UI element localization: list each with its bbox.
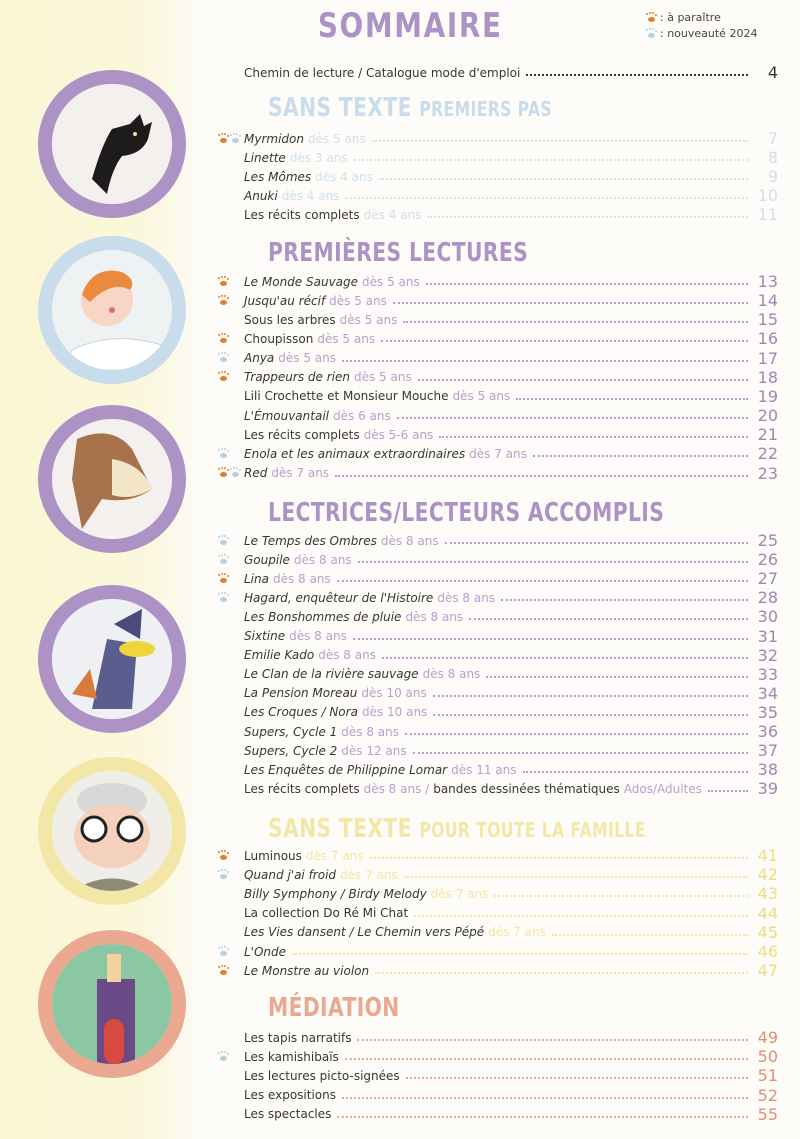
entry-age: dès 5 ans bbox=[452, 389, 511, 404]
paw-orange-icon bbox=[218, 277, 229, 287]
page-number: 26 bbox=[757, 550, 778, 570]
entry-name: Lina bbox=[244, 571, 269, 586]
entry-age: dès 5 ans bbox=[353, 370, 412, 385]
dot-leader bbox=[526, 73, 748, 76]
entry-age: dès 8 ans bbox=[318, 648, 376, 663]
page-number: 35 bbox=[757, 702, 778, 722]
dot-leader bbox=[375, 971, 748, 974]
section-title-text: SANS TEXTE bbox=[268, 93, 412, 123]
page-number: 47 bbox=[757, 961, 778, 981]
toc-row[interactable] bbox=[218, 1105, 778, 1124]
toc-row[interactable] bbox=[218, 349, 778, 368]
medallion-grandma bbox=[38, 757, 186, 905]
paw-blue-icon bbox=[218, 947, 229, 957]
entry-age: dès 4 ans bbox=[315, 169, 373, 184]
tower-illustration-icon bbox=[52, 944, 172, 1064]
entry-name: Les kamishibaïs bbox=[244, 1049, 339, 1064]
paw-orange-icon bbox=[218, 574, 229, 584]
paw-orange-icon bbox=[218, 372, 229, 382]
dot-leader bbox=[379, 177, 748, 180]
page-number: 33 bbox=[757, 664, 778, 684]
entry-name: Sixtine bbox=[244, 629, 286, 643]
row-icons bbox=[218, 449, 244, 459]
grandma-illustration-icon bbox=[52, 771, 172, 891]
entry-name: Billy Symphony / Birdy Melody bbox=[244, 886, 427, 901]
page-number: 9 bbox=[767, 167, 778, 187]
toc-row[interactable] bbox=[218, 1028, 778, 1047]
medallion-fox bbox=[38, 405, 186, 553]
row-icons bbox=[218, 296, 244, 306]
entry-name: Goupile bbox=[244, 552, 290, 567]
toc-row[interactable] bbox=[218, 961, 778, 980]
row-icons bbox=[218, 334, 244, 344]
section-subtitle: PREMIERS PAS bbox=[419, 97, 553, 121]
entry-name: Anya bbox=[244, 351, 275, 366]
dot-leader bbox=[397, 416, 748, 419]
entry-name: Les Enquêtes de Philippine Lomar bbox=[244, 762, 448, 777]
toc-row[interactable] bbox=[218, 186, 778, 205]
dot-leader bbox=[382, 656, 748, 659]
dot-leader bbox=[345, 1057, 748, 1060]
entry-name: Myrmidon bbox=[244, 131, 304, 146]
entry-name: Sous les arbres bbox=[244, 312, 336, 327]
section-title-text: SANS TEXTE bbox=[268, 814, 412, 844]
dot-leader bbox=[337, 1115, 748, 1118]
medallion-child bbox=[38, 236, 186, 384]
toc-row[interactable] bbox=[218, 923, 778, 942]
dot-leader bbox=[292, 952, 748, 955]
entry-name: Les spectacles bbox=[244, 1107, 332, 1122]
paw-blue-icon bbox=[218, 593, 229, 603]
section-title bbox=[268, 93, 552, 123]
toc-row[interactable] bbox=[218, 148, 778, 167]
entry-age: dès 8 ans bbox=[437, 590, 496, 605]
entry-name: Jusqu'au récif bbox=[244, 293, 326, 308]
toc-row[interactable] bbox=[218, 531, 778, 550]
toc-row[interactable] bbox=[218, 1047, 778, 1066]
page-number: 4 bbox=[767, 63, 778, 82]
page-number: 31 bbox=[757, 626, 778, 646]
entry-age: dès 8 ans bbox=[405, 609, 464, 624]
row-icons bbox=[218, 966, 244, 976]
dot-leader bbox=[445, 541, 748, 544]
paw-blue-icon bbox=[218, 555, 229, 565]
page-number: 41 bbox=[757, 846, 778, 865]
page-number: 55 bbox=[757, 1104, 778, 1124]
entry-name: Luminous bbox=[244, 848, 302, 863]
page-number: 50 bbox=[757, 1047, 778, 1067]
toc-row[interactable] bbox=[218, 588, 778, 607]
row-icons bbox=[218, 372, 244, 382]
dot-leader bbox=[403, 320, 748, 323]
section-title bbox=[268, 814, 646, 844]
entry-age: dès 8 ans bbox=[341, 724, 400, 739]
page-number: 16 bbox=[757, 329, 778, 349]
entry-name: L'Émouvantail bbox=[244, 408, 329, 423]
entry-age: dès 7 ans bbox=[469, 446, 527, 461]
dot-leader bbox=[414, 914, 748, 917]
entry-name: La collection Do Ré Mi Chat bbox=[244, 906, 409, 921]
medallion-cat bbox=[38, 70, 186, 218]
medallion-tower bbox=[38, 930, 186, 1078]
entry-name: L'Onde bbox=[244, 944, 287, 959]
dot-leader bbox=[523, 770, 749, 773]
entry-name: Le Monstre au violon bbox=[244, 963, 370, 978]
page-number: 45 bbox=[757, 922, 778, 942]
dot-leader bbox=[353, 637, 748, 640]
legend-new-label: : nouveauté 2024 bbox=[660, 27, 758, 40]
entry-age: dès 3 ans bbox=[289, 150, 348, 165]
page-number: 19 bbox=[757, 386, 778, 406]
entry-age: dès 5 ans bbox=[278, 351, 337, 366]
toc-row[interactable] bbox=[218, 291, 778, 310]
entry-age: dès 5 ans bbox=[329, 293, 387, 308]
legend-upcoming-label: : à paraître bbox=[660, 11, 721, 24]
legend bbox=[646, 10, 757, 42]
entry-age: dès 5-6 ans bbox=[363, 427, 434, 442]
entry-name: Les récits complets bbox=[244, 207, 360, 222]
row-icons bbox=[218, 468, 244, 478]
entry-name: Les expositions bbox=[244, 1088, 336, 1103]
page-number: 37 bbox=[757, 741, 778, 761]
section-title-text: PREMIÈRES LECTURES bbox=[268, 238, 529, 268]
dot-leader bbox=[708, 789, 748, 792]
entry-age: dès 7 ans bbox=[488, 925, 546, 940]
paw-orange-icon bbox=[646, 13, 657, 23]
paw-blue-icon bbox=[218, 449, 229, 459]
dot-leader bbox=[381, 339, 748, 342]
entry-extra: bandes dessinées thématiques bbox=[433, 781, 620, 796]
paw-blue-icon bbox=[646, 29, 657, 39]
entry-age: dès 7 ans bbox=[340, 867, 398, 882]
page-number: 28 bbox=[757, 588, 778, 608]
toc-row[interactable] bbox=[218, 904, 778, 923]
entry-name: Les Vies dansent / Le Chemin vers Pépé bbox=[244, 925, 485, 940]
dot-leader bbox=[354, 158, 748, 161]
page-number: 8 bbox=[767, 148, 778, 168]
entry-name: Les récits complets bbox=[244, 781, 360, 796]
paw-orange-icon bbox=[218, 851, 229, 861]
page-number: 22 bbox=[757, 444, 778, 464]
entry-age: dès 5 ans bbox=[339, 312, 398, 327]
paw-orange-icon bbox=[218, 468, 229, 478]
entry-name: Emilie Kado bbox=[244, 648, 315, 663]
dot-leader bbox=[494, 894, 748, 897]
toc-row[interactable] bbox=[218, 129, 778, 148]
toc-row[interactable] bbox=[218, 329, 778, 348]
row-icons bbox=[218, 353, 244, 363]
toc-row[interactable] bbox=[218, 425, 778, 444]
toc-row[interactable] bbox=[218, 646, 778, 665]
page-number: 38 bbox=[757, 760, 778, 780]
entry-name: Les Croques / Nora bbox=[244, 705, 358, 720]
entry-name: Choupisson bbox=[244, 331, 314, 346]
entry-age: dès 5 ans bbox=[307, 131, 366, 146]
paw-blue-icon bbox=[218, 353, 229, 363]
dot-leader bbox=[552, 933, 748, 936]
page-number: 14 bbox=[757, 291, 778, 311]
entry-name: Anuki bbox=[244, 188, 278, 203]
toc-row[interactable] bbox=[218, 167, 778, 186]
page-title: SOMMAIRE bbox=[317, 6, 503, 46]
page-number: 23 bbox=[757, 463, 778, 483]
page-number: 51 bbox=[757, 1066, 778, 1086]
entry-age: dès 5 ans bbox=[317, 331, 376, 346]
dot-leader bbox=[342, 1096, 748, 1099]
page-number: 43 bbox=[757, 884, 778, 904]
dot-leader bbox=[345, 196, 748, 199]
section-subtitle: POUR TOUTE LA FAMILLE bbox=[419, 818, 646, 842]
dot-leader bbox=[404, 875, 748, 878]
page-number: 20 bbox=[757, 406, 778, 425]
dot-leader bbox=[427, 215, 748, 218]
entry-audience: Ados/Adultes bbox=[623, 781, 702, 796]
entry-name: Les récits complets bbox=[244, 427, 360, 442]
entry-name: Les lectures picto-signées bbox=[244, 1068, 400, 1083]
section-title bbox=[268, 498, 664, 528]
toc-row[interactable] bbox=[218, 607, 778, 626]
dot-leader bbox=[413, 751, 748, 754]
dot-leader bbox=[358, 560, 748, 563]
section-title bbox=[268, 993, 400, 1023]
toc-row[interactable] bbox=[218, 846, 778, 865]
toc-row[interactable] bbox=[218, 464, 778, 483]
dot-leader bbox=[439, 435, 748, 438]
dot-leader bbox=[486, 675, 748, 678]
dot-leader bbox=[516, 397, 748, 400]
entry-name: Le Temps des Ombres bbox=[244, 533, 377, 548]
toc-row-intro[interactable] bbox=[218, 63, 778, 82]
row-icons bbox=[218, 851, 244, 861]
entry-name: Le Clan de la rivière sauvage bbox=[244, 667, 419, 682]
entry-name: Les Bonshommes de pluie bbox=[244, 609, 402, 624]
toc-row[interactable] bbox=[218, 884, 778, 903]
page-number: 15 bbox=[757, 310, 778, 330]
entry-name: Les Mômes bbox=[244, 169, 312, 184]
toc-row[interactable] bbox=[218, 1086, 778, 1105]
entry-age: dès 10 ans bbox=[361, 705, 428, 720]
row-icons bbox=[218, 947, 244, 957]
entry-name: Red bbox=[244, 466, 268, 480]
entry-name: Enola et les animaux extraordinaires bbox=[244, 446, 466, 461]
paw-orange-icon bbox=[218, 966, 229, 976]
entry-age: dès 5 ans bbox=[362, 274, 420, 289]
entry-name: Supers, Cycle 2 bbox=[244, 743, 338, 758]
toc-row[interactable] bbox=[218, 1066, 778, 1085]
page-number: 30 bbox=[757, 607, 778, 627]
row-icons bbox=[218, 870, 244, 880]
entry-age: dès 6 ans bbox=[333, 408, 391, 423]
paw-orange-icon bbox=[218, 334, 229, 344]
entry-name: Quand j'ai froid bbox=[244, 867, 337, 882]
toc-row[interactable] bbox=[218, 272, 778, 291]
row-icons bbox=[218, 1052, 244, 1062]
page-number: 49 bbox=[757, 1028, 778, 1047]
row-icons bbox=[218, 593, 244, 603]
page-number: 18 bbox=[757, 367, 778, 387]
entry-name: La Pension Moreau bbox=[244, 686, 358, 701]
row-icons bbox=[218, 277, 244, 287]
page-number: 34 bbox=[757, 683, 778, 703]
page-number: 21 bbox=[757, 425, 778, 445]
page-number: 11 bbox=[757, 205, 778, 225]
entry-age: dès 12 ans bbox=[341, 743, 407, 758]
paw-blue-icon bbox=[230, 134, 241, 144]
dot-leader bbox=[335, 474, 748, 477]
legend-row-new bbox=[646, 26, 757, 42]
entry-age: dès 8 ans / bbox=[363, 781, 430, 796]
entry-age: dès 8 ans bbox=[289, 629, 347, 643]
legend-row-upcoming bbox=[646, 10, 757, 26]
dot-leader bbox=[469, 617, 748, 620]
page-number: 46 bbox=[757, 942, 778, 961]
page-number: 52 bbox=[757, 1085, 778, 1105]
entry-age: dès 10 ans bbox=[361, 686, 427, 701]
dot-leader bbox=[342, 359, 748, 362]
page-number: 7 bbox=[767, 129, 778, 148]
entry-age: dès 7 ans bbox=[430, 886, 489, 901]
row-icons bbox=[218, 574, 244, 584]
toc-row[interactable] bbox=[218, 865, 778, 884]
entry-age: dès 8 ans bbox=[422, 667, 481, 682]
page-number: 44 bbox=[757, 903, 778, 923]
page-number: 25 bbox=[757, 531, 778, 550]
medallion-wizard bbox=[38, 585, 186, 733]
page-number: 27 bbox=[757, 569, 778, 589]
toc-row[interactable] bbox=[218, 550, 778, 569]
entry-name: Le Monde Sauvage bbox=[244, 274, 359, 289]
row-icons bbox=[218, 555, 244, 565]
toc-row[interactable] bbox=[218, 684, 778, 703]
page-number: 42 bbox=[757, 865, 778, 885]
toc-row[interactable] bbox=[218, 665, 778, 684]
toc-row[interactable] bbox=[218, 942, 778, 961]
toc-row[interactable] bbox=[218, 741, 778, 760]
dot-leader bbox=[406, 1076, 748, 1079]
dot-leader bbox=[501, 598, 748, 601]
dot-leader bbox=[433, 713, 748, 716]
paw-blue-icon bbox=[218, 536, 229, 546]
entry-name: Chemin de lecture / Catalogue mode d'emploi bbox=[244, 65, 521, 80]
entry-name: Trappeurs de rien bbox=[244, 370, 350, 385]
entry-age: dès 7 ans bbox=[305, 848, 364, 863]
wizard-illustration-icon bbox=[52, 599, 172, 719]
toc-row[interactable] bbox=[218, 627, 778, 646]
paw-blue-icon bbox=[230, 468, 241, 478]
toc-row[interactable] bbox=[218, 205, 778, 224]
page-number: 13 bbox=[757, 272, 778, 291]
toc-row[interactable] bbox=[218, 368, 778, 387]
entry-age: dès 7 ans bbox=[271, 466, 330, 480]
entry-name: Lili Crochette et Monsieur Mouche bbox=[244, 389, 449, 404]
section-title-text: MÉDIATION bbox=[268, 993, 400, 1023]
page-number: 32 bbox=[757, 645, 778, 665]
row-icons bbox=[218, 134, 244, 144]
entry-age: dès 11 ans bbox=[451, 762, 517, 777]
entry-name: Les tapis narratifs bbox=[244, 1030, 352, 1045]
paw-blue-icon bbox=[218, 870, 229, 880]
page-number: 36 bbox=[757, 722, 778, 741]
paw-orange-icon bbox=[218, 134, 229, 144]
dot-leader bbox=[357, 1038, 748, 1041]
paw-orange-icon bbox=[218, 296, 229, 306]
toc-row[interactable] bbox=[218, 406, 778, 425]
dot-leader bbox=[418, 378, 748, 381]
entry-name: Linette bbox=[244, 150, 286, 165]
toc-row[interactable] bbox=[218, 310, 778, 329]
page-number: 17 bbox=[757, 348, 778, 368]
toc-row[interactable] bbox=[218, 779, 778, 798]
entry-age: dès 4 ans bbox=[363, 207, 422, 222]
page-number: 10 bbox=[757, 186, 778, 206]
dot-leader bbox=[370, 856, 748, 859]
dot-leader bbox=[533, 454, 748, 457]
toc-row[interactable] bbox=[218, 703, 778, 722]
dot-leader bbox=[405, 732, 748, 735]
dot-leader bbox=[426, 282, 748, 285]
section-title bbox=[268, 238, 528, 268]
entry-name: Supers, Cycle 1 bbox=[244, 724, 338, 739]
cat-illustration-icon bbox=[52, 84, 172, 204]
dot-leader bbox=[372, 139, 748, 142]
fox-illustration-icon bbox=[52, 419, 172, 539]
entry-age: dès 8 ans bbox=[380, 533, 439, 548]
entry-age: dès 8 ans bbox=[293, 552, 352, 567]
entry-name: Hagard, enquêteur de l'Histoire bbox=[244, 590, 434, 605]
toc-row[interactable] bbox=[218, 722, 778, 741]
section-title-text: LECTRICES/LECTEURS ACCOMPLIS bbox=[268, 498, 665, 528]
paw-blue-icon bbox=[218, 1052, 229, 1062]
toc-row[interactable] bbox=[218, 760, 778, 779]
toc-row[interactable] bbox=[218, 444, 778, 463]
toc-row[interactable] bbox=[218, 569, 778, 588]
toc-row[interactable] bbox=[218, 387, 778, 406]
row-icons bbox=[218, 536, 244, 546]
dot-leader bbox=[393, 301, 748, 304]
entry-age: dès 8 ans bbox=[272, 571, 331, 586]
page-number: 39 bbox=[757, 779, 778, 799]
dot-leader bbox=[337, 579, 748, 582]
dot-leader bbox=[433, 694, 748, 697]
entry-age: dès 4 ans bbox=[281, 188, 340, 203]
child-illustration-icon bbox=[52, 250, 172, 370]
